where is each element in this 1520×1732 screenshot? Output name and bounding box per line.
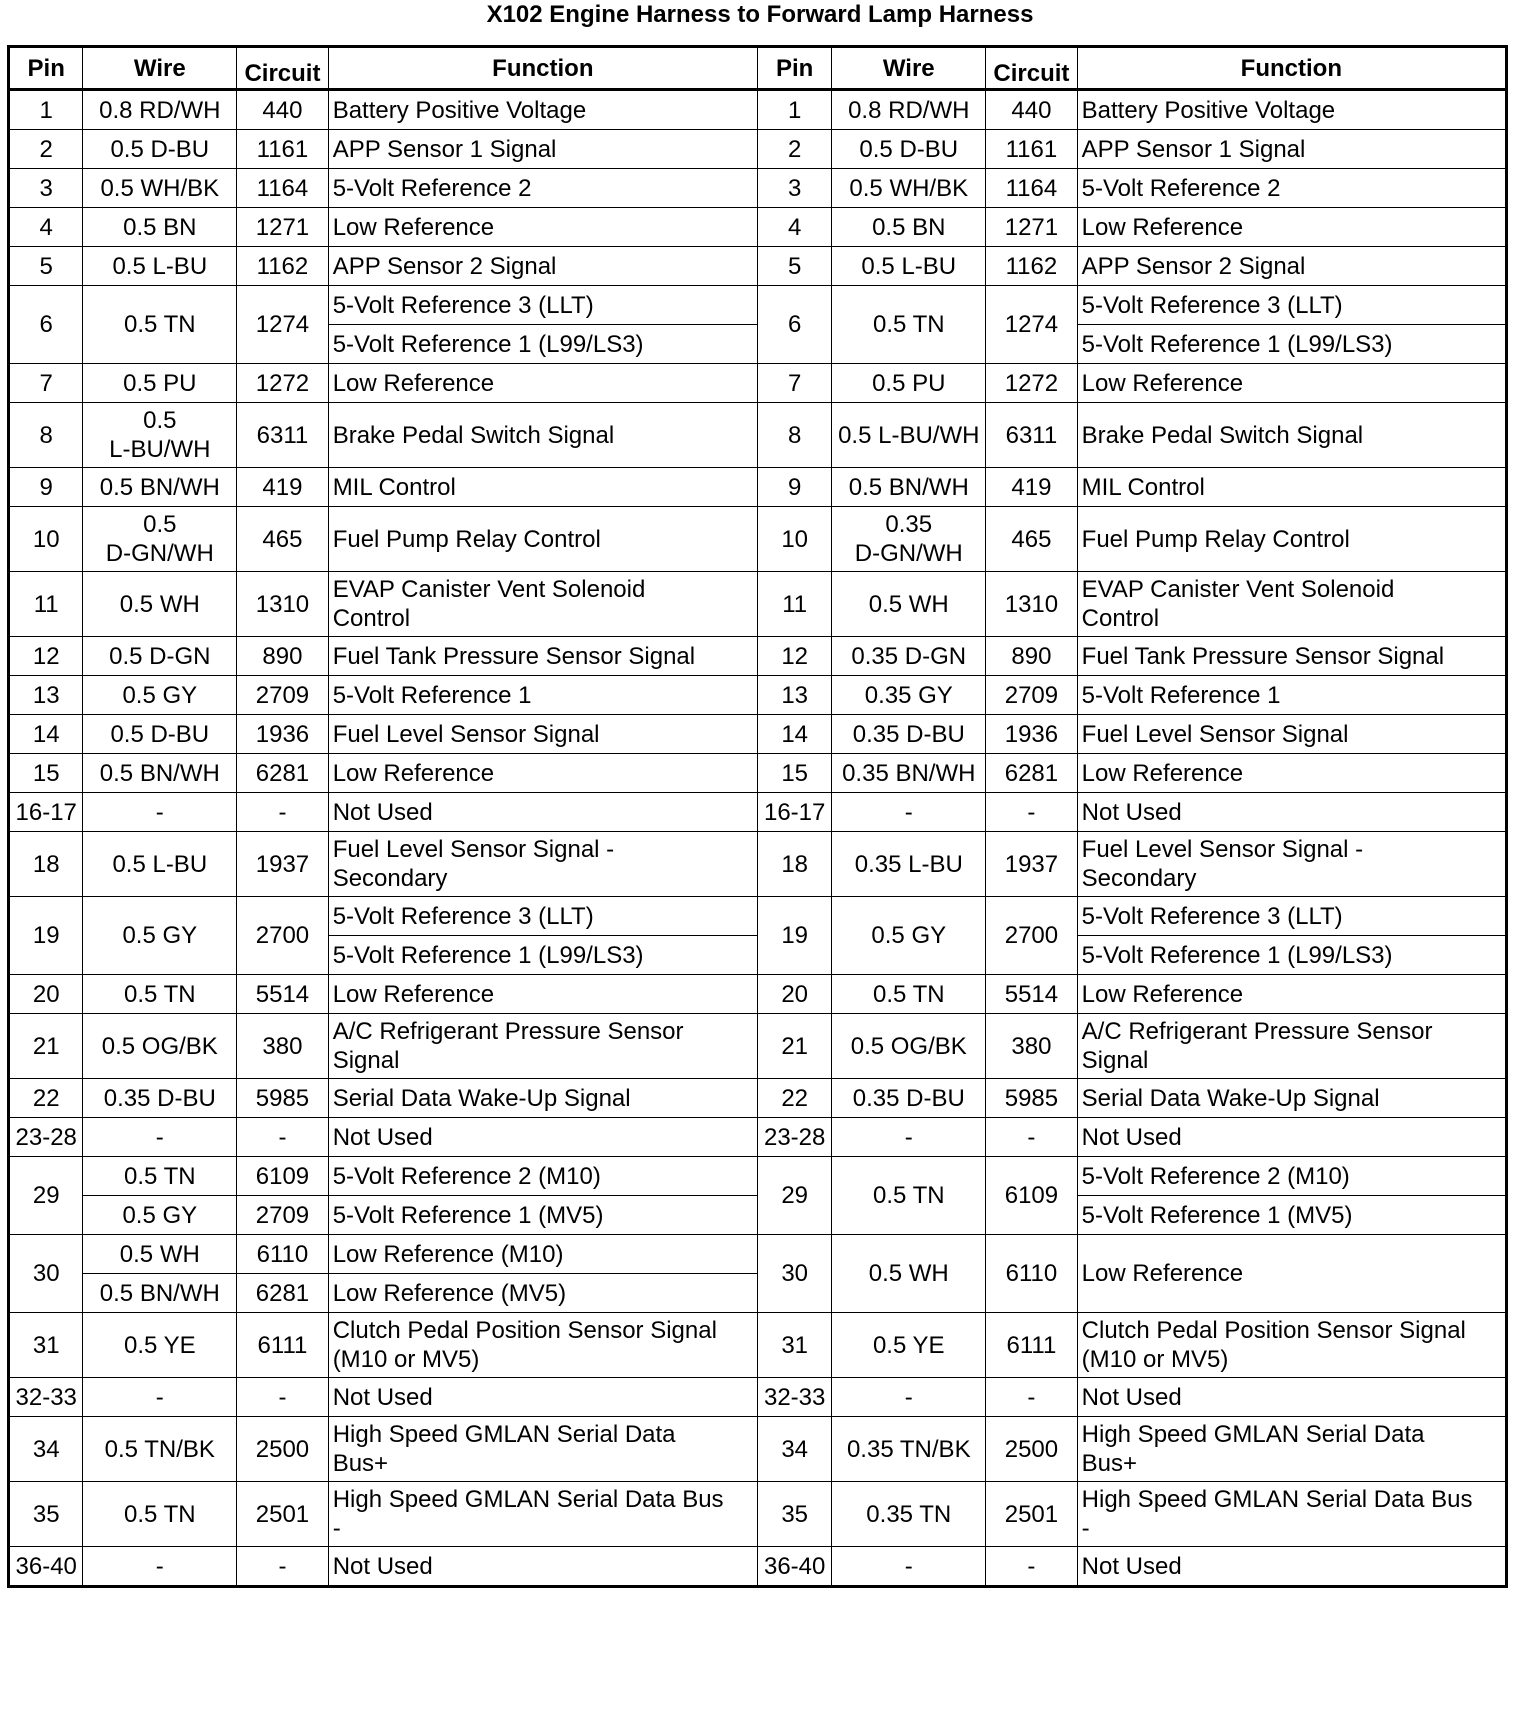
- right-circuit-cell: 1271: [986, 208, 1077, 247]
- left-function-cell: Battery Positive Voltage: [328, 90, 757, 130]
- left-pin-cell: 15: [9, 754, 83, 793]
- right-circuit-cell: 465: [986, 507, 1077, 572]
- left-wire-cell: -: [83, 1378, 237, 1417]
- left-circuit-cell: 1162: [237, 247, 328, 286]
- right-function-cell: Not Used: [1077, 1378, 1506, 1417]
- right-wire-cell: -: [832, 1118, 986, 1157]
- left-wire-cell: 0.5 TN: [83, 1157, 237, 1196]
- left-pin-cell: 16-17: [9, 793, 83, 832]
- left-circuit-cell: 2501: [237, 1482, 328, 1547]
- left-circuit-cell: 2500: [237, 1417, 328, 1482]
- right-wire-cell: 0.5 TN: [832, 975, 986, 1014]
- left-pin-cell: 1: [9, 90, 83, 130]
- left-circuit-cell: 6281: [237, 754, 328, 793]
- left-circuit-cell: -: [237, 793, 328, 832]
- right-function-cell: 5-Volt Reference 1: [1077, 676, 1506, 715]
- table-row: [9, 1417, 1507, 1482]
- right-wire-cell: 0.5 WH: [832, 1235, 986, 1313]
- right-pin-cell: 6: [757, 286, 831, 364]
- left-function-cell: A/C Refrigerant Pressure Sensor Signal: [328, 1014, 757, 1079]
- left-function-cell: Not Used: [328, 793, 757, 832]
- right-function-cell: APP Sensor 2 Signal: [1077, 247, 1506, 286]
- header-function: Function: [1077, 47, 1506, 90]
- left-wire-cell: 0.5 TN: [83, 1482, 237, 1547]
- left-pin-cell: 10: [9, 507, 83, 572]
- left-wire-cell: 0.8 RD/WH: [83, 90, 237, 130]
- right-wire-cell: 0.35 TN/BK: [832, 1417, 986, 1482]
- header-circuit: Circuit: [237, 47, 328, 90]
- left-pin-cell: 5: [9, 247, 83, 286]
- right-function-cell: Fuel Level Sensor Signal: [1077, 715, 1506, 754]
- left-circuit-cell: 5514: [237, 975, 328, 1014]
- right-wire-cell: 0.35 GY: [832, 676, 986, 715]
- header-pin: Pin: [757, 47, 831, 90]
- right-function-cell: Serial Data Wake-Up Signal: [1077, 1079, 1506, 1118]
- left-pin-cell: 31: [9, 1313, 83, 1378]
- right-function-cell: Battery Positive Voltage: [1077, 90, 1506, 130]
- right-function-cell: 5-Volt Reference 2 (M10): [1077, 1157, 1506, 1196]
- right-circuit-cell: 5514: [986, 975, 1077, 1014]
- left-function-cell: Clutch Pedal Position Sensor Signal (M10 or MV5): [328, 1313, 757, 1378]
- left-function-cell: Low Reference (M10): [328, 1235, 757, 1274]
- right-pin-cell: 22: [757, 1079, 831, 1118]
- left-wire-cell: 0.5 BN/WH: [83, 754, 237, 793]
- right-circuit-cell: 6281: [986, 754, 1077, 793]
- left-pin-cell: 14: [9, 715, 83, 754]
- right-function-cell: Fuel Pump Relay Control: [1077, 507, 1506, 572]
- left-wire-cell: 0.5 BN/WH: [83, 468, 237, 507]
- right-circuit-cell: 6311: [986, 403, 1077, 468]
- left-function-cell: APP Sensor 2 Signal: [328, 247, 757, 286]
- left-wire-cell: 0.5 L-BU: [83, 247, 237, 286]
- left-pin-cell: 20: [9, 975, 83, 1014]
- left-circuit-cell: 1936: [237, 715, 328, 754]
- left-circuit-cell: 5985: [237, 1079, 328, 1118]
- left-wire-cell: 0.5 WH: [83, 1235, 237, 1274]
- table-row: [9, 572, 1507, 637]
- right-function-cell: Not Used: [1077, 1547, 1506, 1587]
- left-pin-cell: 12: [9, 637, 83, 676]
- left-function-cell: High Speed GMLAN Serial Data Bus+: [328, 1417, 757, 1482]
- right-pin-cell: 19: [757, 897, 831, 975]
- left-circuit-cell: 6109: [237, 1157, 328, 1196]
- left-circuit-cell: 380: [237, 1014, 328, 1079]
- right-function-cell: 5-Volt Reference 2: [1077, 169, 1506, 208]
- table-row: [9, 676, 1507, 715]
- right-circuit-cell: 890: [986, 637, 1077, 676]
- left-wire-cell: 0.5 GY: [83, 1196, 237, 1235]
- header-pin: Pin: [9, 47, 83, 90]
- right-pin-cell: 12: [757, 637, 831, 676]
- left-function-cell: 5-Volt Reference 3 (LLT): [328, 286, 757, 325]
- left-function-cell: Serial Data Wake-Up Signal: [328, 1079, 757, 1118]
- table-row: [9, 208, 1507, 247]
- right-pin-cell: 29: [757, 1157, 831, 1235]
- left-circuit-cell: 1937: [237, 832, 328, 897]
- right-wire-cell: 0.35 TN: [832, 1482, 986, 1547]
- left-function-cell: 5-Volt Reference 1: [328, 676, 757, 715]
- left-wire-cell: 0.5 TN: [83, 975, 237, 1014]
- right-pin-cell: 10: [757, 507, 831, 572]
- left-wire-cell: 0.5 TN: [83, 286, 237, 364]
- table-row: [9, 754, 1507, 793]
- right-function-cell: Low Reference: [1077, 364, 1506, 403]
- right-wire-cell: 0.5 BN/WH: [832, 468, 986, 507]
- left-function-cell: Fuel Pump Relay Control: [328, 507, 757, 572]
- left-pin-cell: 2: [9, 130, 83, 169]
- table-row: [9, 364, 1507, 403]
- right-circuit-cell: 1310: [986, 572, 1077, 637]
- left-circuit-cell: 2709: [237, 676, 328, 715]
- table-row: [9, 637, 1507, 676]
- left-pin-cell: 36-40: [9, 1547, 83, 1587]
- table-row: [9, 1482, 1507, 1547]
- table-row: [9, 169, 1507, 208]
- right-function-cell: 5-Volt Reference 1 (L99/LS3): [1077, 325, 1506, 364]
- connector-table: [7, 45, 1508, 1588]
- table-body: [9, 90, 1507, 1587]
- left-function-cell: 5-Volt Reference 2: [328, 169, 757, 208]
- left-circuit-cell: -: [237, 1118, 328, 1157]
- left-function-cell: Low Reference: [328, 364, 757, 403]
- right-circuit-cell: -: [986, 793, 1077, 832]
- left-function-cell: Not Used: [328, 1547, 757, 1587]
- right-circuit-cell: 6110: [986, 1235, 1077, 1313]
- right-wire-cell: 0.5 TN: [832, 286, 986, 364]
- right-pin-cell: 32-33: [757, 1378, 831, 1417]
- left-wire-cell: 0.5 D-GN: [83, 637, 237, 676]
- left-circuit-cell: 1164: [237, 169, 328, 208]
- left-circuit-cell: 419: [237, 468, 328, 507]
- left-wire-cell: -: [83, 1547, 237, 1587]
- right-wire-cell: 0.35 L-BU: [832, 832, 986, 897]
- right-wire-cell: 0.5 GY: [832, 897, 986, 975]
- right-wire-cell: 0.5 WH/BK: [832, 169, 986, 208]
- left-circuit-cell: 6281: [237, 1274, 328, 1313]
- left-function-cell: Low Reference: [328, 208, 757, 247]
- left-pin-cell: 21: [9, 1014, 83, 1079]
- right-pin-cell: 23-28: [757, 1118, 831, 1157]
- right-pin-cell: 35: [757, 1482, 831, 1547]
- left-function-cell: Not Used: [328, 1118, 757, 1157]
- left-wire-cell: 0.5 OG/BK: [83, 1014, 237, 1079]
- right-pin-cell: 20: [757, 975, 831, 1014]
- right-wire-cell: -: [832, 1378, 986, 1417]
- right-pin-cell: 3: [757, 169, 831, 208]
- right-pin-cell: 4: [757, 208, 831, 247]
- right-pin-cell: 14: [757, 715, 831, 754]
- right-function-cell: APP Sensor 1 Signal: [1077, 130, 1506, 169]
- right-wire-cell: 0.5 YE: [832, 1313, 986, 1378]
- right-function-cell: 5-Volt Reference 1 (L99/LS3): [1077, 936, 1506, 975]
- right-pin-cell: 30: [757, 1235, 831, 1313]
- right-function-cell: 5-Volt Reference 3 (LLT): [1077, 897, 1506, 936]
- right-circuit-cell: 2700: [986, 897, 1077, 975]
- left-wire-cell: 0.5 PU: [83, 364, 237, 403]
- table-row: [9, 897, 1507, 936]
- table-row: [9, 1079, 1507, 1118]
- right-circuit-cell: -: [986, 1378, 1077, 1417]
- right-function-cell: Low Reference: [1077, 975, 1506, 1014]
- right-wire-cell: 0.5 L-BU/WH: [832, 403, 986, 468]
- right-circuit-cell: 380: [986, 1014, 1077, 1079]
- left-wire-cell: 0.5 YE: [83, 1313, 237, 1378]
- table-row: [9, 1547, 1507, 1587]
- right-circuit-cell: 2709: [986, 676, 1077, 715]
- right-wire-cell: 0.5 L-BU: [832, 247, 986, 286]
- left-wire-cell: 0.5 WH: [83, 572, 237, 637]
- right-wire-cell: 0.35 D-GN/WH: [832, 507, 986, 572]
- right-pin-cell: 36-40: [757, 1547, 831, 1587]
- table-row: [9, 403, 1507, 468]
- right-pin-cell: 1: [757, 90, 831, 130]
- right-wire-cell: 0.8 RD/WH: [832, 90, 986, 130]
- left-pin-cell: 8: [9, 403, 83, 468]
- right-circuit-cell: 1164: [986, 169, 1077, 208]
- left-wire-cell: 0.5 WH/BK: [83, 169, 237, 208]
- left-circuit-cell: 1271: [237, 208, 328, 247]
- left-wire-cell: 0.5 GY: [83, 676, 237, 715]
- right-wire-cell: 0.5 PU: [832, 364, 986, 403]
- right-pin-cell: 5: [757, 247, 831, 286]
- left-circuit-cell: 1274: [237, 286, 328, 364]
- right-wire-cell: 0.5 OG/BK: [832, 1014, 986, 1079]
- right-pin-cell: 2: [757, 130, 831, 169]
- left-function-cell: MIL Control: [328, 468, 757, 507]
- table-row: [9, 468, 1507, 507]
- right-function-cell: Fuel Level Sensor Signal - Secondary: [1077, 832, 1506, 897]
- right-pin-cell: 15: [757, 754, 831, 793]
- left-pin-cell: 4: [9, 208, 83, 247]
- table-row: [9, 130, 1507, 169]
- left-pin-cell: 18: [9, 832, 83, 897]
- right-function-cell: 5-Volt Reference 1 (MV5): [1077, 1196, 1506, 1235]
- left-circuit-cell: 6111: [237, 1313, 328, 1378]
- left-function-cell: 5-Volt Reference 1 (L99/LS3): [328, 936, 757, 975]
- left-pin-cell: 34: [9, 1417, 83, 1482]
- right-circuit-cell: 1937: [986, 832, 1077, 897]
- right-function-cell: Not Used: [1077, 1118, 1506, 1157]
- left-pin-cell: 32-33: [9, 1378, 83, 1417]
- left-circuit-cell: -: [237, 1378, 328, 1417]
- table-row: [9, 1157, 1507, 1196]
- left-wire-cell: -: [83, 793, 237, 832]
- right-wire-cell: 0.35 D-BU: [832, 715, 986, 754]
- right-circuit-cell: 1936: [986, 715, 1077, 754]
- left-function-cell: Fuel Level Sensor Signal - Secondary: [328, 832, 757, 897]
- right-circuit-cell: 1272: [986, 364, 1077, 403]
- header-circuit: Circuit: [986, 47, 1077, 90]
- table-row: [9, 1118, 1507, 1157]
- left-pin-cell: 6: [9, 286, 83, 364]
- left-circuit-cell: 1161: [237, 130, 328, 169]
- right-circuit-cell: 440: [986, 90, 1077, 130]
- left-pin-cell: 23-28: [9, 1118, 83, 1157]
- right-wire-cell: 0.5 BN: [832, 208, 986, 247]
- left-circuit-cell: 890: [237, 637, 328, 676]
- left-wire-cell: 0.35 D-BU: [83, 1079, 237, 1118]
- left-pin-cell: 22: [9, 1079, 83, 1118]
- header-row: [9, 47, 1507, 90]
- left-pin-cell: 3: [9, 169, 83, 208]
- right-function-cell: Low Reference: [1077, 1235, 1506, 1313]
- right-pin-cell: 18: [757, 832, 831, 897]
- right-wire-cell: 0.5 D-BU: [832, 130, 986, 169]
- left-function-cell: Fuel Tank Pressure Sensor Signal: [328, 637, 757, 676]
- left-pin-cell: 35: [9, 1482, 83, 1547]
- right-circuit-cell: -: [986, 1118, 1077, 1157]
- table-row: [9, 1378, 1507, 1417]
- right-circuit-cell: 419: [986, 468, 1077, 507]
- left-circuit-cell: 465: [237, 507, 328, 572]
- right-pin-cell: 13: [757, 676, 831, 715]
- right-wire-cell: 0.5 WH: [832, 572, 986, 637]
- left-wire-cell: 0.5 D-BU: [83, 715, 237, 754]
- left-function-cell: 5-Volt Reference 3 (LLT): [328, 897, 757, 936]
- left-pin-cell: 30: [9, 1235, 83, 1313]
- left-function-cell: High Speed GMLAN Serial Data Bus -: [328, 1482, 757, 1547]
- left-function-cell: EVAP Canister Vent Solenoid Control: [328, 572, 757, 637]
- left-wire-cell: -: [83, 1118, 237, 1157]
- left-wire-cell: 0.5 BN/WH: [83, 1274, 237, 1313]
- left-circuit-cell: 440: [237, 90, 328, 130]
- right-circuit-cell: 6109: [986, 1157, 1077, 1235]
- left-function-cell: Not Used: [328, 1378, 757, 1417]
- table-row: [9, 975, 1507, 1014]
- left-circuit-cell: 1310: [237, 572, 328, 637]
- left-pin-cell: 9: [9, 468, 83, 507]
- left-function-cell: Low Reference (MV5): [328, 1274, 757, 1313]
- right-pin-cell: 7: [757, 364, 831, 403]
- right-function-cell: Fuel Tank Pressure Sensor Signal: [1077, 637, 1506, 676]
- right-wire-cell: 0.35 D-GN: [832, 637, 986, 676]
- right-pin-cell: 21: [757, 1014, 831, 1079]
- table-row: [9, 715, 1507, 754]
- table-row: [9, 247, 1507, 286]
- right-wire-cell: -: [832, 793, 986, 832]
- right-function-cell: Low Reference: [1077, 208, 1506, 247]
- header-wire: Wire: [83, 47, 237, 90]
- table-row: [9, 507, 1507, 572]
- left-pin-cell: 29: [9, 1157, 83, 1235]
- left-wire-cell: 0.5 D-BU: [83, 130, 237, 169]
- left-wire-cell: 0.5 TN/BK: [83, 1417, 237, 1482]
- table-row: [9, 1313, 1507, 1378]
- left-circuit-cell: 6110: [237, 1235, 328, 1274]
- right-wire-cell: 0.35 D-BU: [832, 1079, 986, 1118]
- right-wire-cell: 0.35 BN/WH: [832, 754, 986, 793]
- right-function-cell: High Speed GMLAN Serial Data Bus+: [1077, 1417, 1506, 1482]
- right-circuit-cell: 6111: [986, 1313, 1077, 1378]
- right-circuit-cell: 2501: [986, 1482, 1077, 1547]
- left-wire-cell: 0.5 BN: [83, 208, 237, 247]
- right-pin-cell: 31: [757, 1313, 831, 1378]
- right-function-cell: Clutch Pedal Position Sensor Signal (M10 or MV5): [1077, 1313, 1506, 1378]
- right-wire-cell: 0.5 TN: [832, 1157, 986, 1235]
- left-pin-cell: 11: [9, 572, 83, 637]
- right-function-cell: EVAP Canister Vent Solenoid Control: [1077, 572, 1506, 637]
- left-pin-cell: 19: [9, 897, 83, 975]
- table-row: [9, 1014, 1507, 1079]
- table-row: [9, 90, 1507, 130]
- right-wire-cell: -: [832, 1547, 986, 1587]
- right-function-cell: 5-Volt Reference 3 (LLT): [1077, 286, 1506, 325]
- left-function-cell: Low Reference: [328, 754, 757, 793]
- table-row: [9, 286, 1507, 325]
- left-wire-cell: 0.5 L-BU: [83, 832, 237, 897]
- left-function-cell: APP Sensor 1 Signal: [328, 130, 757, 169]
- header-function: Function: [328, 47, 757, 90]
- right-circuit-cell: 2500: [986, 1417, 1077, 1482]
- left-circuit-cell: 1272: [237, 364, 328, 403]
- left-wire-cell: 0.5 L-BU/WH: [83, 403, 237, 468]
- table-row: [9, 832, 1507, 897]
- right-pin-cell: 34: [757, 1417, 831, 1482]
- right-pin-cell: 11: [757, 572, 831, 637]
- left-pin-cell: 13: [9, 676, 83, 715]
- left-function-cell: 5-Volt Reference 2 (M10): [328, 1157, 757, 1196]
- left-circuit-cell: -: [237, 1547, 328, 1587]
- left-circuit-cell: 6311: [237, 403, 328, 468]
- right-function-cell: A/C Refrigerant Pressure Sensor Signal: [1077, 1014, 1506, 1079]
- left-function-cell: Fuel Level Sensor Signal: [328, 715, 757, 754]
- table-row: [9, 1235, 1507, 1274]
- right-circuit-cell: 1161: [986, 130, 1077, 169]
- right-circuit-cell: 5985: [986, 1079, 1077, 1118]
- table-row: [9, 793, 1507, 832]
- right-circuit-cell: 1274: [986, 286, 1077, 364]
- left-function-cell: Low Reference: [328, 975, 757, 1014]
- page-title: X102 Engine Harness to Forward Lamp Harness: [486, 1, 1034, 28]
- header-wire: Wire: [832, 47, 986, 90]
- right-pin-cell: 9: [757, 468, 831, 507]
- right-function-cell: Not Used: [1077, 793, 1506, 832]
- left-wire-cell: 0.5 D-GN/WH: [83, 507, 237, 572]
- right-pin-cell: 8: [757, 403, 831, 468]
- left-function-cell: 5-Volt Reference 1 (MV5): [328, 1196, 757, 1235]
- right-function-cell: High Speed GMLAN Serial Data Bus -: [1077, 1482, 1506, 1547]
- right-function-cell: MIL Control: [1077, 468, 1506, 507]
- right-function-cell: Brake Pedal Switch Signal: [1077, 403, 1506, 468]
- left-pin-cell: 7: [9, 364, 83, 403]
- left-function-cell: Brake Pedal Switch Signal: [328, 403, 757, 468]
- right-function-cell: Low Reference: [1077, 754, 1506, 793]
- right-circuit-cell: -: [986, 1547, 1077, 1587]
- right-pin-cell: 16-17: [757, 793, 831, 832]
- left-wire-cell: 0.5 GY: [83, 897, 237, 975]
- left-function-cell: 5-Volt Reference 1 (L99/LS3): [328, 325, 757, 364]
- left-circuit-cell: 2709: [237, 1196, 328, 1235]
- left-circuit-cell: 2700: [237, 897, 328, 975]
- right-circuit-cell: 1162: [986, 247, 1077, 286]
